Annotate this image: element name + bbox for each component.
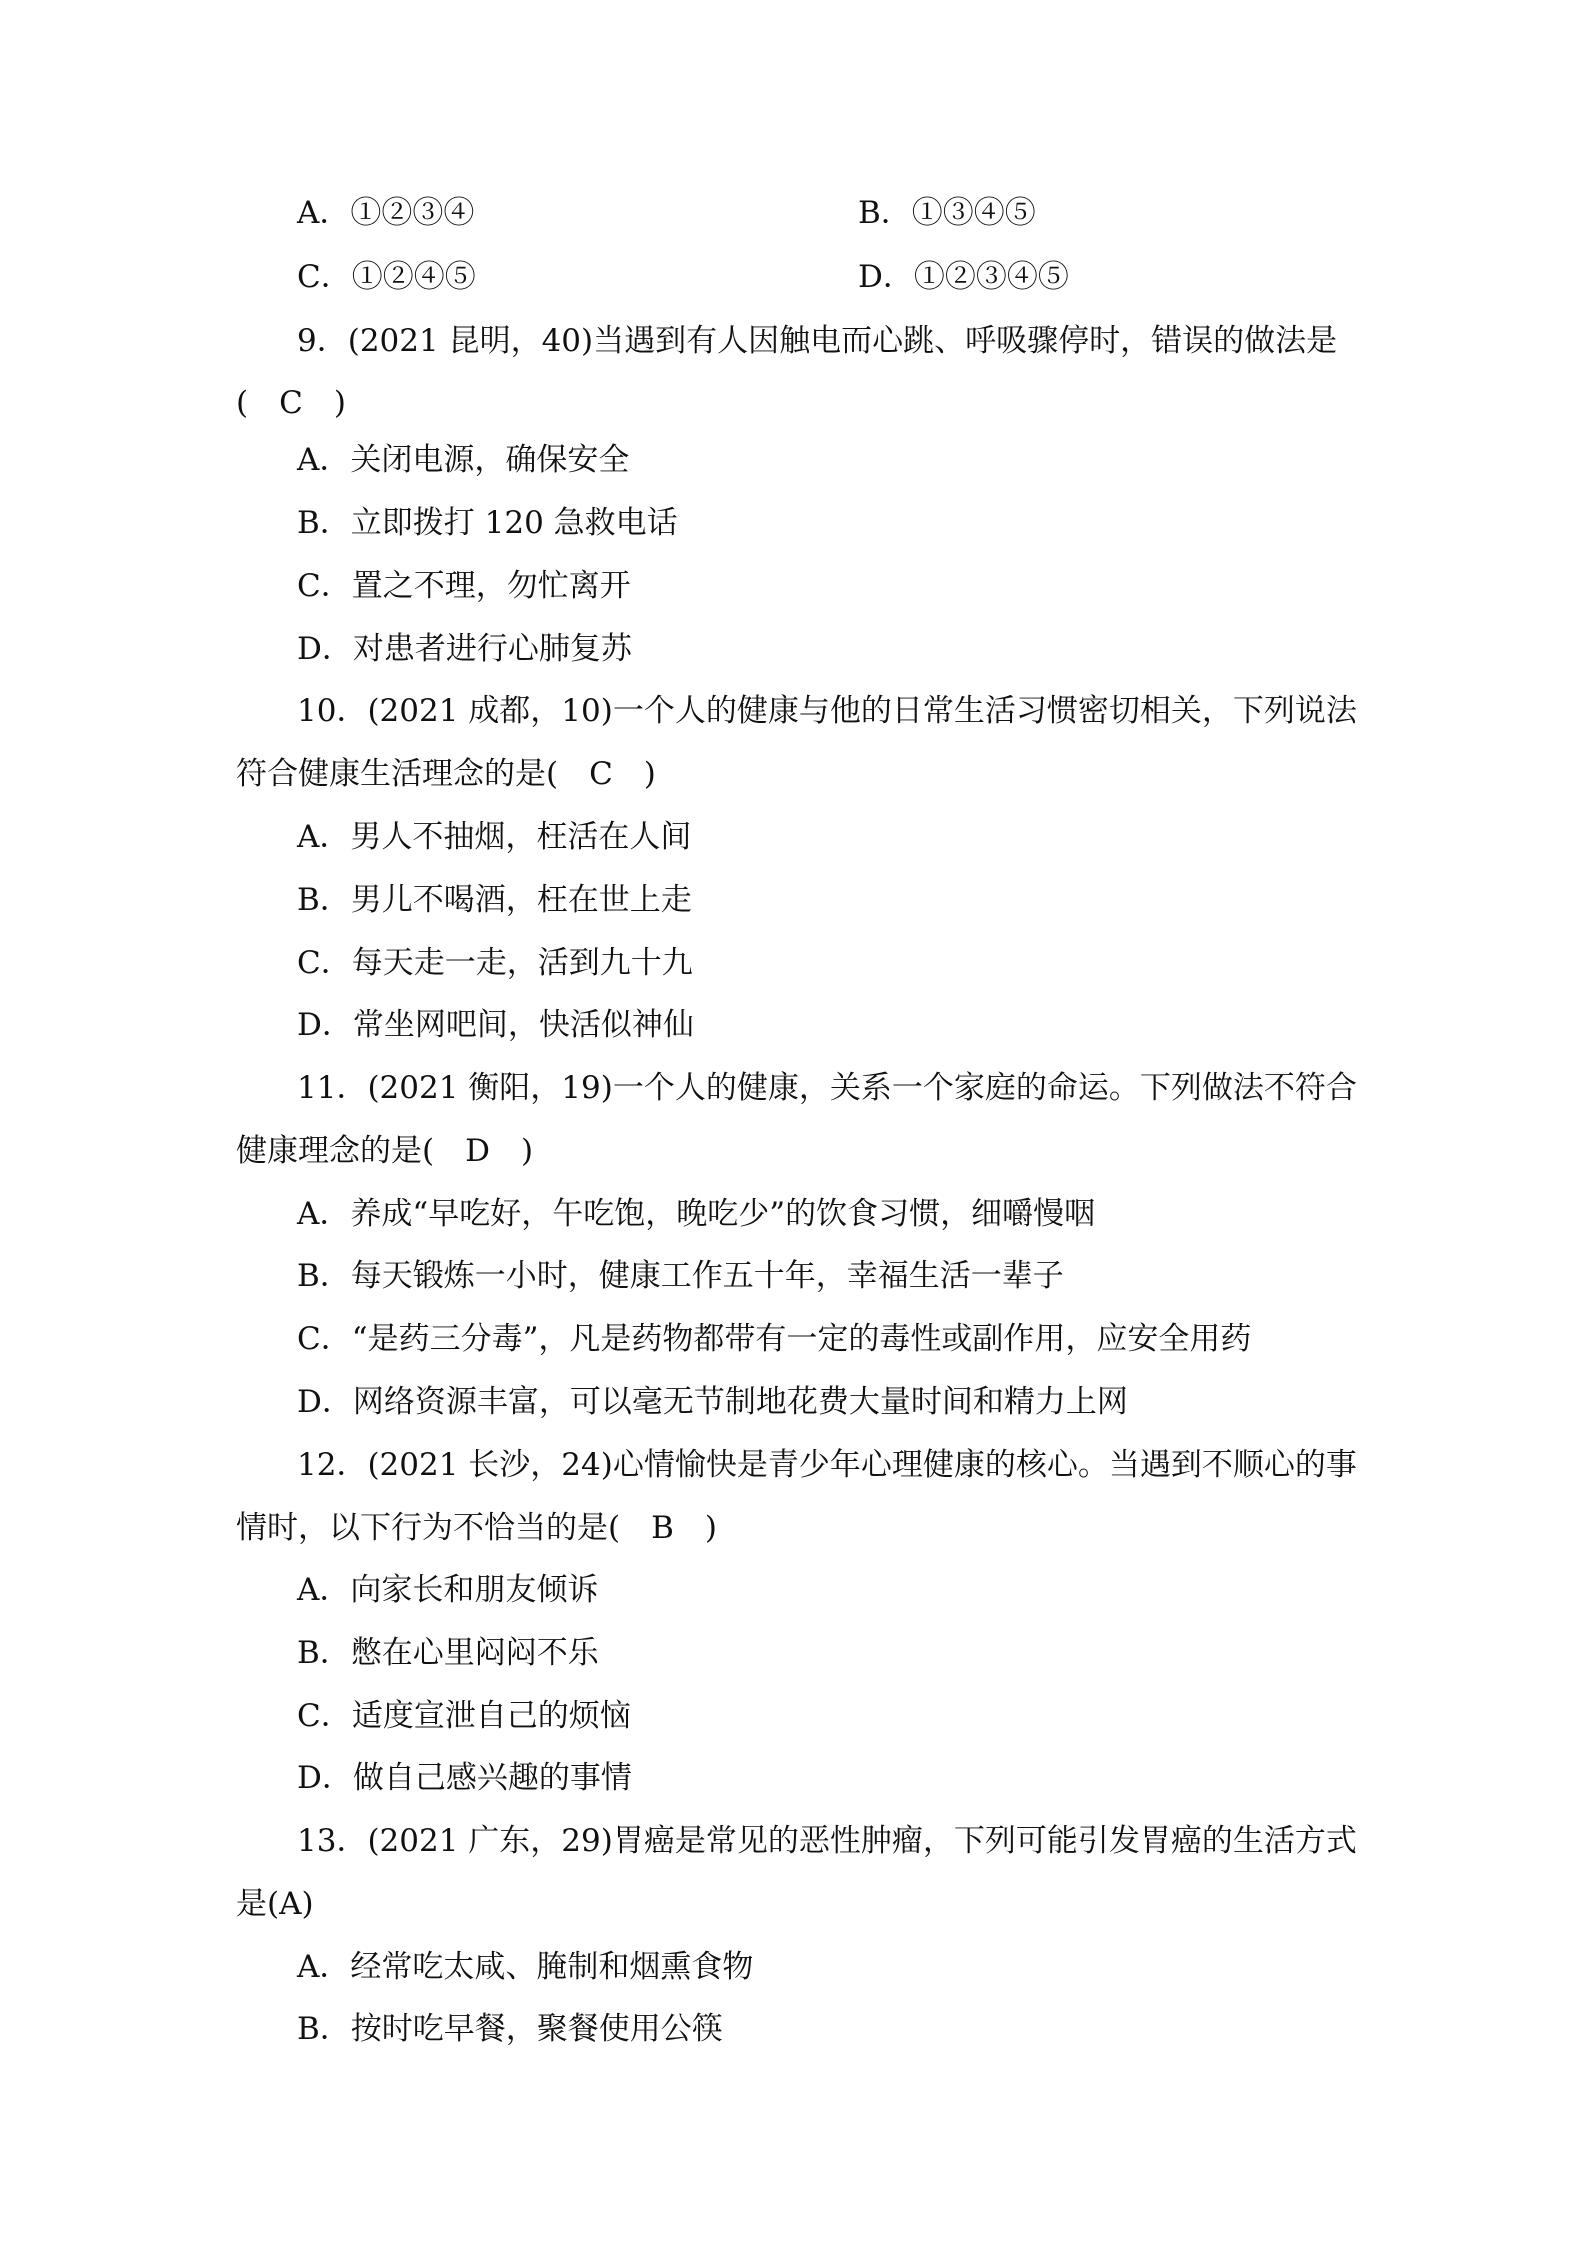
q9-stem-line2: ( C ) xyxy=(236,385,346,421)
q11-option-c: C．“是药三分毒”，凡是药物都带有一定的毒性或副作用，应安全用药 xyxy=(297,1321,1252,1357)
q12-option-d: D．做自己感兴趣的事情 xyxy=(297,1760,632,1796)
q11-option-b: B．每天锻炼一小时，健康工作五十年，幸福生活一辈子 xyxy=(297,1258,1064,1294)
q10-stem-line1: 10．(2021 成都，10)一个人的健康与他的日常生活习惯密切相关，下列说法 xyxy=(297,693,1357,729)
q9-option-b: B．立即拨打 120 急救电话 xyxy=(297,505,678,541)
q10-option-d: D．常坐网吧间，快活似神仙 xyxy=(297,1007,694,1043)
q10-option-c: C．每天走一走，活到九十九 xyxy=(297,945,693,981)
q12-stem-line1: 12．(2021 长沙，24)心情愉快是青少年心理健康的核心。当遇到不顺心的事 xyxy=(297,1447,1357,1483)
q12-stem-line2: 情时，以下行为不恰当的是( B ) xyxy=(236,1510,717,1546)
q11-option-d: D．网络资源丰富，可以毫无节制地花费大量时间和精力上网 xyxy=(297,1384,1128,1420)
q13-stem-line2: 是(A) xyxy=(236,1886,314,1922)
q10-option-b: B．男儿不喝酒，枉在世上走 xyxy=(297,882,692,918)
q12-option-c: C．适度宣泄自己的烦恼 xyxy=(297,1698,631,1734)
q9-option-c: C．置之不理，勿忙离开 xyxy=(297,568,631,604)
q12-option-b: B．憋在心里闷闷不乐 xyxy=(297,1635,599,1671)
q9-option-d: D．对患者进行心肺复苏 xyxy=(297,631,632,667)
q11-stem-line1: 11．(2021 衡阳，19)一个人的健康，关系一个家庭的命运。下列做法不符合 xyxy=(297,1070,1357,1106)
q11-stem-line2: 健康理念的是( D ) xyxy=(236,1133,534,1169)
q9-stem-line1: 9．(2021 昆明，40)当遇到有人因触电而心跳、呼吸骤停时，错误的做法是 xyxy=(297,323,1338,359)
q13-option-a: A．经常吃太咸、腌制和烟熏食物 xyxy=(297,1949,754,1985)
q8-option-a: A．①②③④ xyxy=(297,195,475,231)
q8-option-b: B．①③④⑤ xyxy=(858,195,1036,231)
q10-stem-line2: 符合健康生活理念的是( C ) xyxy=(236,756,656,792)
q8-option-c: C．①②④⑤ xyxy=(297,259,476,295)
q13-stem-line1: 13．(2021 广东，29)胃癌是常见的恶性肿瘤，下列可能引发胃癌的生活方式 xyxy=(297,1823,1357,1859)
q12-option-a: A．向家长和朋友倾诉 xyxy=(297,1572,599,1608)
q11-option-a: A．养成“早吃好，午吃饱，晚吃少”的饮食习惯，细嚼慢咽 xyxy=(297,1196,1096,1232)
q9-option-a: A．关闭电源，确保安全 xyxy=(297,442,630,478)
q8-option-d: D．①②③④⑤ xyxy=(858,259,1069,295)
q10-option-a: A．男人不抽烟，枉活在人间 xyxy=(297,819,692,855)
q13-option-b: B．按时吃早餐，聚餐使用公筷 xyxy=(297,2011,723,2047)
